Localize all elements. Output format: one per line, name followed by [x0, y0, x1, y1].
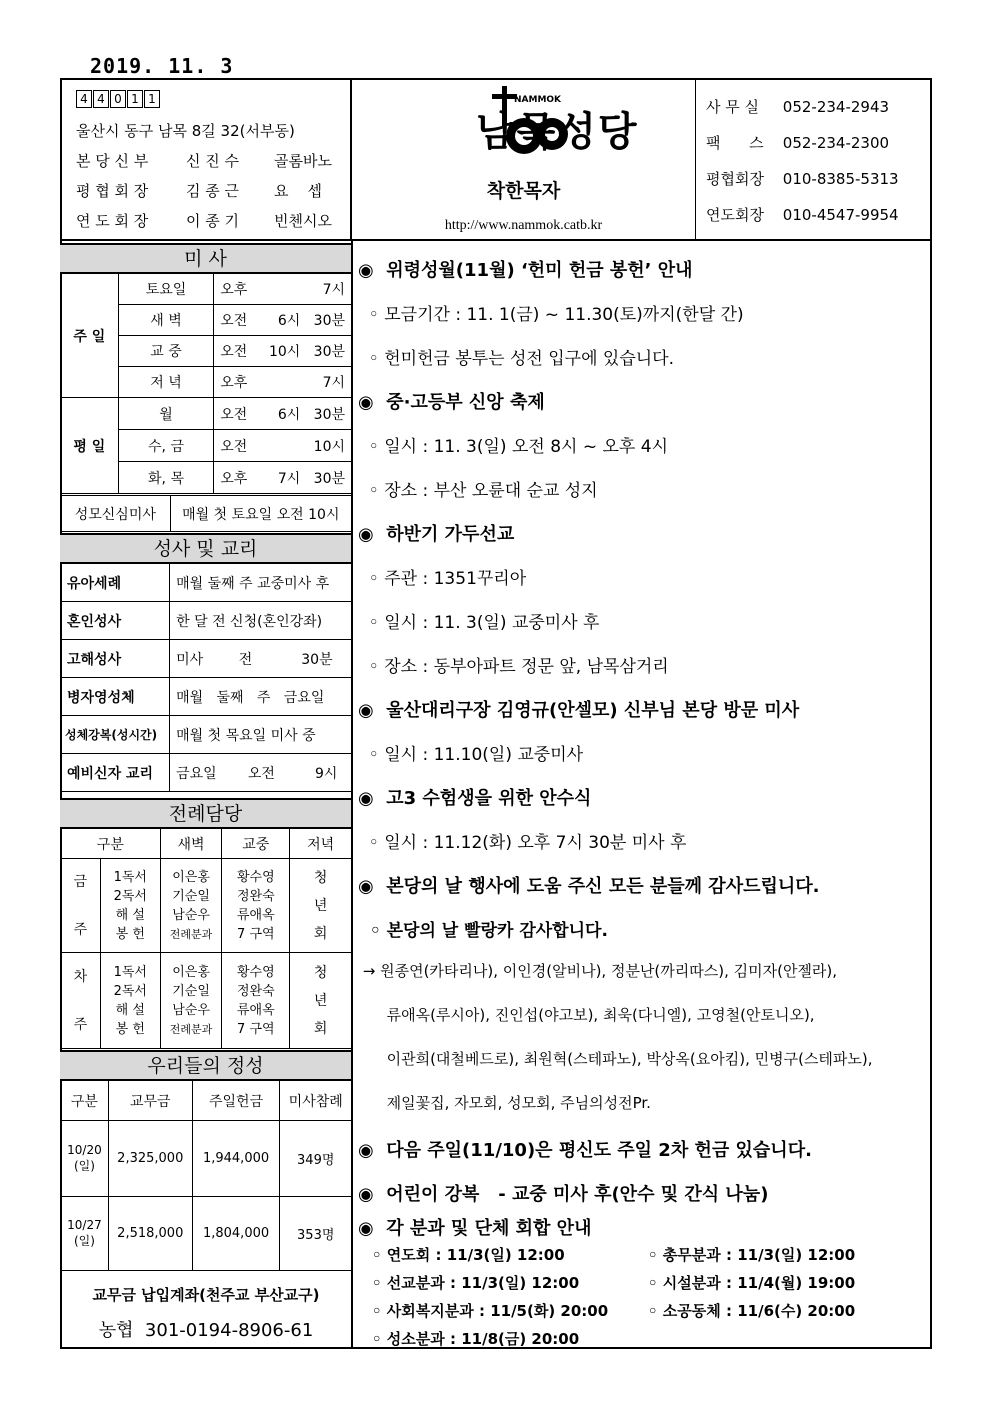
mass-title: 미 사 — [60, 243, 352, 273]
sacraments-title: 성사 및 교리 — [60, 533, 352, 563]
notices — [358, 240, 928, 1348]
offering-table: 구분 교무금 주일헌금 미사참례 10/20 (일) 2,325,000 1,944,000 349명 10/27 (일) 2,518,000 1,804,000 353명 — [60, 1080, 352, 1271]
notice-detail: ◦ 일시 : 11.10(일) 교중미사 — [358, 745, 584, 765]
notice-detail: ◦ 일시 : 11. 3(일) 교중미사 후 — [358, 613, 600, 633]
donor-list: 이관희(대철베드로), 최원혁(스테파노), 박상옥(요아킴), 민병구(스테파노), — [358, 1050, 873, 1068]
donor-list: 류애옥(루시아), 진인섭(야고보), 최욱(다니엘), 고영철(안토니오), — [358, 1006, 815, 1024]
notice-heading: ◉ 다음 주일(11/10)은 평신도 주일 2차 헌금 있습니다. — [358, 1140, 812, 1161]
zip-code: 4 4 0 1 1 — [76, 90, 161, 108]
offering-title: 우리들의 정성 — [60, 1050, 352, 1080]
bulletin-date: 2019. 11. 3 — [90, 54, 234, 78]
notice-detail: ◦ 주관 : 1351꾸리아 — [358, 569, 527, 589]
notice-detail: ◦ 장소 : 동부아파트 정문 앞, 남목삼거리 — [358, 657, 669, 677]
special-mass-table: 성모신심미사 매월 첫 토요일 오전 10시 — [60, 495, 352, 532]
staff-row: 연 도 회 장 이 종 기 빈첸시오 — [76, 212, 332, 230]
notice-heading: ◉ 중·고등부 신앙 축제 — [358, 392, 545, 413]
notice-subheading: ◦ 본당의 날 빨랑카 감사합니다. — [358, 921, 608, 941]
meeting-item: ◦ 선교분과 : 11/3(일) 12:00 — [372, 1274, 580, 1292]
notice-detail: ◦ 모금기간 : 11. 1(금) ~ 11.30(토)까지(한달 간) — [358, 305, 744, 325]
meeting-item: ◦ 사회복지분과 : 11/5(화) 20:00 — [372, 1302, 609, 1320]
account-label: 교무금 납입계좌(천주교 부산교구) — [92, 1286, 320, 1304]
liturgy-table: 구분 새벽 교중 저녁 금 주 1독서 2독서 해 설 봉 헌 이은홍 기순일 남순우 전례분과 황수영 정완숙 류애옥 7 구역 청 년 회 차 주 1독서 2독서 해 설 봉 헌 이은홍 기순일 남순우 전례분과 황수영 정완숙 류애옥 7 구역 청 년 회 — [60, 828, 352, 1049]
notice-detail: ◦ 헌미헌금 봉투는 성전 입구에 있습니다. — [358, 349, 675, 369]
donor-list: → 원종연(카타리나), 이인경(알비나), 정분난(까리따스), 김미자(안젤라), — [358, 962, 838, 980]
meeting-item: ◦ 성소분과 : 11/8(금) 20:00 — [372, 1330, 580, 1348]
notice-detail: ◦ 장소 : 부산 오륜대 순교 성지 — [358, 481, 598, 501]
notice-heading: ◉ 하반기 가두선교 — [358, 524, 515, 545]
website-url[interactable]: http://www.nammok.catb.kr — [444, 218, 603, 233]
meeting-item: ◦ 소공동체 : 11/6(수) 20:00 — [648, 1302, 856, 1320]
header-info — [62, 80, 352, 239]
table-row: 10/27 (일) 2,518,000 1,804,000 353명 — [61, 1197, 352, 1271]
church-name: 남목성당 — [476, 109, 639, 155]
notice-heading: ◉ 울산대리구장 김영규(안셀모) 신부님 본당 방문 미사 — [358, 700, 800, 721]
notice-detail: ◦ 일시 : 11.12(화) 오후 7시 30분 미사 후 — [358, 833, 687, 853]
contact-row: 평협회장 010-8385-5313 — [706, 170, 899, 188]
notice-heading: ◉ 어린이 강복 - 교중 미사 후(안수 및 간식 나눔) — [358, 1184, 769, 1205]
donor-list: 제일꽃집, 자모회, 성모회, 주님의성전Pr. — [358, 1094, 651, 1112]
svg-text:NAMMOK: NAMMOK — [514, 95, 562, 105]
notice-heading: ◉ 고3 수험생을 위한 안수식 — [358, 788, 592, 809]
notice-detail: ◦ 일시 : 11. 3(일) 오전 8시 ~ 오후 4시 — [358, 437, 668, 457]
mass-table: 주 일 토요일 오후 7시 새 벽 오전 6시 30분 교 중 오전 10시 30분 저 녁 오후 7시 평 일 월 오전 6시 30분 수, 금 오전 10시 화, 목 오후 7시 30분 — [60, 273, 352, 494]
sacraments-table: 유아세례 매월 둘째 주 교중미사 후 혼인성사 한 달 전 신청(혼인강좌) 고해성사 미사 전 30분 병자영성체 매월 둘째 주 금요일 성체강복(성시간) 매월 첫 목요일 미사 중 예비신자 교리 금요일 오전 9시 — [60, 563, 352, 792]
contact-row: 연도회장 010-4547-9954 — [706, 206, 899, 224]
motto: 착한목자 — [486, 180, 561, 202]
account-number: 농협 301-0194-8906-61 — [98, 1320, 314, 1341]
notice-heading: ◉ 각 분과 및 단체 회합 안내 — [358, 1218, 592, 1239]
notice-heading: ◉ 본당의 날 행사에 도움 주신 모든 분들께 감사드립니다. — [358, 876, 820, 897]
liturgy-title: 전례담당 — [60, 798, 352, 828]
contact-list — [696, 80, 930, 239]
header-logo — [352, 80, 696, 239]
church-logo — [370, 86, 690, 156]
notice-heading: ◉ 위령성월(11월) ‘헌미 헌금 봉헌’ 안내 — [358, 260, 693, 281]
meeting-item: ◦ 시설분과 : 11/4(월) 19:00 — [648, 1274, 856, 1292]
staff-row: 본 당 신 부 신 진 수 골롬바노 — [76, 152, 332, 170]
meeting-item: ◦ 총무분과 : 11/3(일) 12:00 — [648, 1246, 856, 1264]
meeting-item: ◦ 연도회 : 11/3(일) 12:00 — [372, 1246, 565, 1264]
contact-row: 팩 스 052-234-2300 — [706, 134, 890, 152]
table-row: 10/20 (일) 2,325,000 1,944,000 349명 — [61, 1121, 352, 1197]
address: 울산시 동구 남목 8길 32(서부동) — [76, 122, 295, 140]
contact-row: 사 무 실 052-234-2943 — [706, 98, 890, 116]
staff-row: 평 협 회 장 김 종 근 요 셉 — [76, 182, 323, 200]
